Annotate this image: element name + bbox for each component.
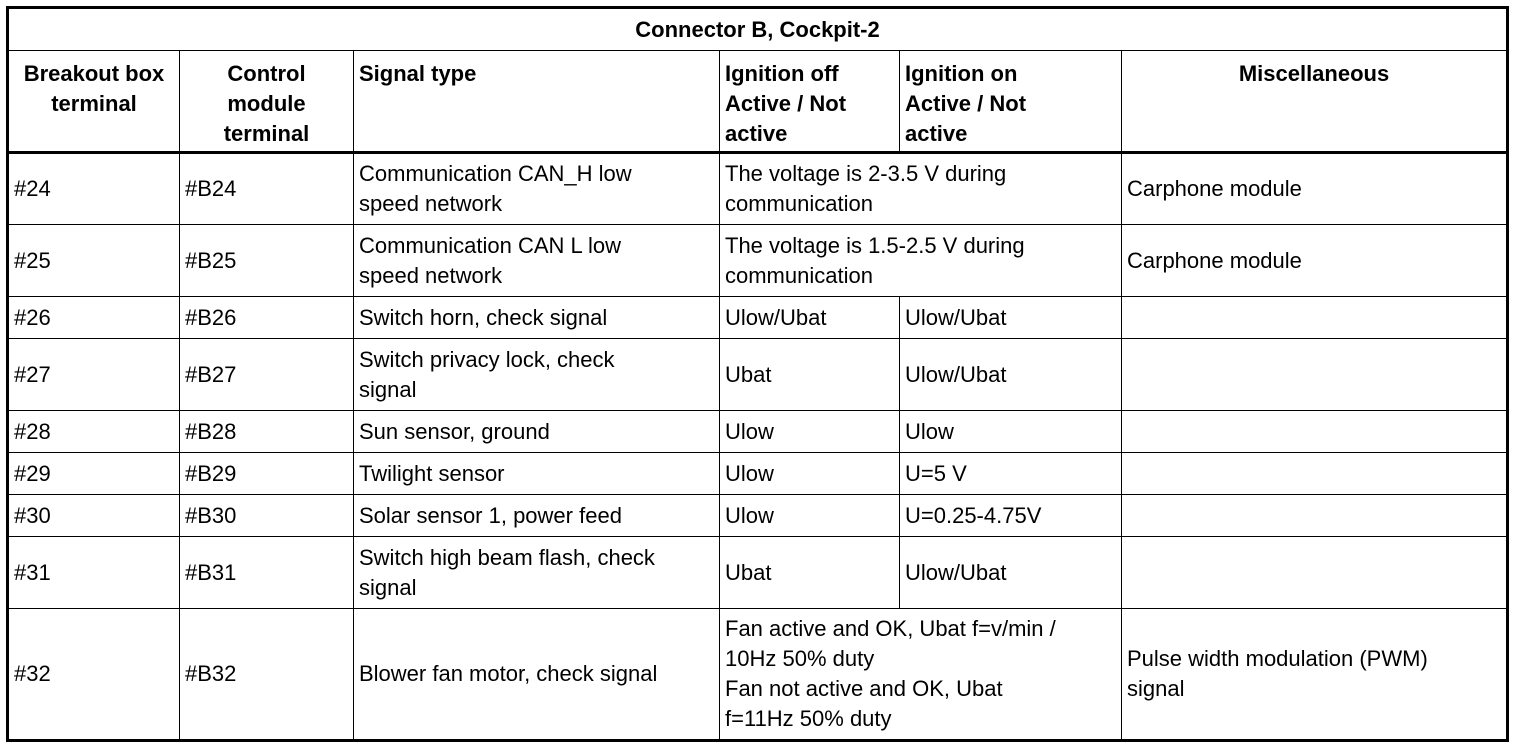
table-body — [8, 153, 1508, 741]
cell-line: communication — [725, 191, 873, 216]
cell-ignition-off: Ulow — [720, 453, 900, 495]
cell-miscellaneous-lines — [1127, 246, 1501, 276]
cell-miscellaneous — [1122, 411, 1508, 453]
cell-ignition-off: Ulow — [720, 495, 900, 537]
header-control-module-terminal — [180, 51, 354, 153]
cell-line: Sun sensor, ground — [359, 418, 550, 444]
cell-signal-type-lines — [359, 543, 714, 603]
cell-breakout-terminal: #25 — [8, 225, 180, 297]
cell-miscellaneous — [1122, 537, 1508, 609]
header-line: terminal — [223, 121, 310, 146]
cell-ignition-merged-lines — [725, 231, 1116, 291]
cell-control-terminal: #B31 — [180, 537, 354, 609]
cell-miscellaneous — [1122, 153, 1508, 225]
cell-breakout-terminal: #32 — [8, 609, 180, 741]
header-signal-type — [354, 51, 720, 153]
header-line: Signal type — [359, 61, 477, 86]
cell-ignition-on: Ulow/Ubat — [900, 339, 1122, 411]
header-line: Active / Not — [905, 91, 1027, 116]
table-row — [8, 153, 1508, 225]
cell-miscellaneous — [1122, 609, 1508, 741]
cell-breakout-terminal: #24 — [8, 153, 180, 225]
cell-line: Communication CAN L low — [359, 232, 622, 258]
cell-control-terminal: #B30 — [180, 495, 354, 537]
header-line: Control — [227, 61, 306, 86]
cell-ignition-merged-lines — [725, 159, 1116, 219]
cell-control-terminal: #B28 — [180, 411, 354, 453]
header-line: Breakout box — [23, 61, 165, 86]
cell-breakout-terminal: #30 — [8, 495, 180, 537]
header-breakout-lines — [14, 59, 174, 119]
table-row — [8, 609, 1508, 741]
header-miscellaneous — [1122, 51, 1508, 153]
cell-ignition-merged — [720, 609, 1122, 741]
cell-ignition-on: Ulow/Ubat — [900, 297, 1122, 339]
cell-line: Fan not active and OK, Ubat — [725, 676, 1003, 701]
table-row — [8, 339, 1508, 411]
cell-miscellaneous-lines — [1127, 644, 1501, 704]
table-row — [8, 411, 1508, 453]
cell-signal-type — [354, 297, 720, 339]
table-title-row — [8, 8, 1508, 51]
header-control-lines — [185, 59, 348, 149]
cell-line: Communication CAN_H low — [359, 161, 632, 186]
cell-signal-type — [354, 339, 720, 411]
cell-signal-type — [354, 537, 720, 609]
cell-line: The voltage is 2-3.5 V during — [725, 161, 1007, 186]
cell-signal-type — [354, 453, 720, 495]
cell-miscellaneous — [1122, 297, 1508, 339]
header-line: active — [905, 121, 968, 146]
header-line: Ignition on — [905, 61, 1018, 86]
cell-ignition-merged — [720, 153, 1122, 225]
cell-ignition-off: Ulow/Ubat — [720, 297, 900, 339]
cell-line: Solar sensor 1, power feed — [359, 502, 622, 528]
cell-breakout-terminal: #26 — [8, 297, 180, 339]
cell-line: Fan active and OK, Ubat f=v/min / — [725, 616, 1056, 641]
cell-breakout-terminal: #29 — [8, 453, 180, 495]
cell-line: Blower fan motor, check signal — [359, 661, 658, 686]
cell-line: speed network — [359, 262, 503, 288]
cell-signal-type-lines — [359, 501, 714, 531]
cell-line: Pulse width modulation (PWM) — [1127, 646, 1428, 671]
cell-ignition-merged-lines — [725, 614, 1116, 734]
cell-signal-type-lines — [359, 659, 714, 689]
header-line: Miscellaneous — [1238, 61, 1390, 86]
cell-line: speed network — [359, 191, 503, 216]
header-signal-lines — [359, 59, 714, 89]
header-ign-on-lines — [905, 59, 1116, 149]
cell-miscellaneous — [1122, 495, 1508, 537]
cell-line: signal — [1127, 676, 1185, 701]
cell-miscellaneous — [1122, 339, 1508, 411]
header-line: Active / Not — [725, 91, 847, 116]
cell-line: Switch high beam flash, check — [359, 544, 655, 570]
cell-miscellaneous — [1122, 453, 1508, 495]
cell-ignition-on: U=0.25-4.75V — [900, 495, 1122, 537]
cell-miscellaneous — [1122, 225, 1508, 297]
cell-signal-type — [354, 225, 720, 297]
cell-ignition-off: Ubat — [720, 537, 900, 609]
cell-line: signal — [359, 574, 417, 600]
table-row — [8, 537, 1508, 609]
header-misc-lines — [1127, 59, 1501, 89]
cell-ignition-on: Ulow/Ubat — [900, 537, 1122, 609]
cell-signal-type-lines — [359, 231, 714, 291]
header-ignition-on — [900, 51, 1122, 153]
table-row — [8, 453, 1508, 495]
cell-signal-type-lines — [359, 459, 714, 489]
table-row — [8, 225, 1508, 297]
header-breakout-box-terminal — [8, 51, 180, 153]
cell-ignition-off: Ubat — [720, 339, 900, 411]
cell-breakout-terminal: #27 — [8, 339, 180, 411]
table-header-row — [8, 51, 1508, 153]
cell-ignition-on: U=5 V — [900, 453, 1122, 495]
cell-line: Carphone module — [1127, 176, 1302, 201]
table-row — [8, 297, 1508, 339]
cell-ignition-on: Ulow — [900, 411, 1122, 453]
header-ign-off-lines — [725, 59, 894, 149]
cell-line: communication — [725, 262, 873, 288]
cell-control-terminal: #B32 — [180, 609, 354, 741]
cell-signal-type — [354, 495, 720, 537]
header-ignition-off — [720, 51, 900, 153]
cell-signal-type — [354, 411, 720, 453]
cell-signal-type-lines — [359, 345, 714, 405]
cell-line: Switch horn, check signal — [359, 304, 608, 330]
cell-line: f=11Hz 50% duty — [725, 706, 892, 731]
cell-control-terminal: #B25 — [180, 225, 354, 297]
header-line: active — [725, 121, 788, 146]
cell-ignition-off: Ulow — [720, 411, 900, 453]
cell-line: Carphone module — [1127, 247, 1302, 273]
cell-line: Twilight sensor — [359, 460, 505, 486]
cell-signal-type — [354, 153, 720, 225]
cell-ignition-merged — [720, 225, 1122, 297]
cell-control-terminal: #B26 — [180, 297, 354, 339]
cell-signal-type-lines — [359, 159, 714, 219]
header-line: terminal — [51, 91, 137, 116]
cell-control-terminal: #B29 — [180, 453, 354, 495]
cell-line: signal — [359, 376, 417, 402]
header-line: module — [227, 91, 306, 116]
table-title: Connector B, Cockpit-2 — [8, 8, 1508, 51]
cell-line: 10Hz 50% duty — [725, 646, 875, 671]
cell-signal-type — [354, 609, 720, 741]
cell-control-terminal: #B27 — [180, 339, 354, 411]
cell-breakout-terminal: #28 — [8, 411, 180, 453]
cell-signal-type-lines — [359, 417, 714, 447]
cell-signal-type-lines — [359, 303, 714, 333]
table-row — [8, 495, 1508, 537]
header-line: Ignition off — [725, 61, 839, 86]
cell-control-terminal: #B24 — [180, 153, 354, 225]
cell-line: The voltage is 1.5-2.5 V during — [725, 232, 1025, 258]
cell-breakout-terminal: #31 — [8, 537, 180, 609]
connector-table — [6, 6, 1509, 742]
cell-line: Switch privacy lock, check — [359, 346, 615, 372]
cell-miscellaneous-lines — [1127, 174, 1501, 204]
